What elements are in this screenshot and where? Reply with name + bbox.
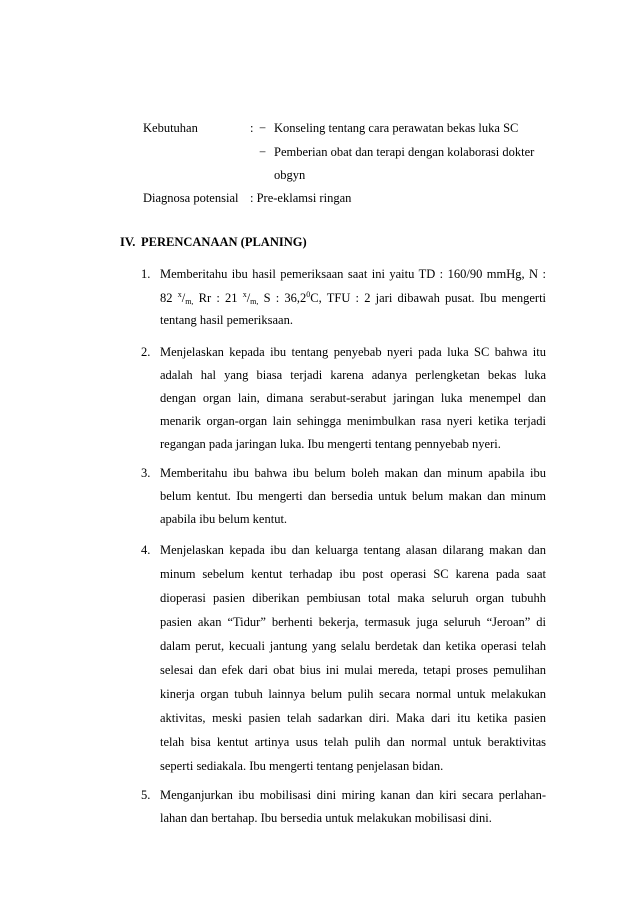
list-item-line: seperti sediakala. Ibu mengerti tentang penjelasan bidan. — [160, 759, 444, 773]
list-item-line: lahan dan bertahap. Ibu bersedia untuk melakukan mobilisasi dini. — [160, 811, 492, 825]
list-item-line: selesai dan efek dari obat bius ini mulai mereda, tetapi proses pemulihan — [160, 663, 546, 677]
section-number: IV. — [120, 235, 136, 249]
kebutuhan-label: Kebutuhan — [143, 121, 198, 135]
list-item-line: dalam perut, kecuali jantung yang selalu berdetak dan ketika operasi telah — [160, 639, 546, 653]
kebutuhan-item: Pemberian obat dan terapi dengan kolaborasi dokter — [274, 145, 535, 159]
list-item-line: belum kentut. Ibu mengerti dan bersedia untuk belum makan dan minum — [160, 489, 546, 503]
list-item-number: 2. — [141, 345, 151, 359]
list-item-number: 3. — [141, 466, 151, 480]
per-minute-unit: $^x/_{m,}$ — [177, 290, 194, 306]
degree-mark: 0 — [306, 290, 311, 299]
list-item-line: apabila ibu belum kentut. — [160, 512, 288, 526]
list-item-line: Menganjurkan ibu mobilisasi dini miring kanan dan kiri secara perlahan- — [160, 788, 546, 802]
list-item-line: menarik organ-organ lain sehingga menimbulkan rasa nyeri ketika terjadi — [160, 414, 546, 428]
list-item-line: minum sebelum kentut terhadap ibu post operasi SC karena pada saat — [160, 567, 546, 581]
list-item-line: regangan pada jaringan luka. Ibu mengerti tentang pennyebab nyeri. — [160, 437, 501, 451]
list-item-number: 5. — [141, 788, 151, 802]
list-item-line: telah bisa kentut artinya usus telah pulih dan normal untuk beraktivitas — [160, 735, 546, 749]
list-item-line: Memberitahu ibu hasil pemeriksaan saat ini yaitu TD : 160/90 mmHg, N : — [160, 267, 546, 281]
list-item-line: Menjelaskan kepada ibu dan keluarga tentang alasan dilarang makan dan — [160, 543, 546, 557]
respiration-value: Rr : 21 — [198, 291, 238, 305]
pulse-value: 82 — [160, 291, 173, 305]
kebutuhan-item: obgyn — [274, 168, 306, 182]
list-item-line: Memberitahu ibu bahwa ibu belum boleh makan dan minum apabila ibu — [160, 466, 546, 480]
list-item-line: tentang hasil pemeriksaan. — [160, 313, 293, 327]
list-item-line: pasien akan “Tidur” berhenti bekerja, termasuk juga seluruh “Jeroan” di — [160, 615, 546, 629]
list-item-line: dioperasi pasien diberikan pembiusan total maka seluruh organ tubuhh — [160, 591, 546, 605]
diagnosa-value: : Pre-eklamsi ringan — [250, 191, 352, 205]
list-item-number: 4. — [141, 543, 151, 557]
bullet-dash: − — [259, 121, 267, 135]
section-title: PERENCANAAN (PLANING) — [141, 235, 307, 249]
list-item-line: aktivitas, meski pasien telah sadarkan diri. Maka dari itu ketika pasien — [160, 711, 546, 725]
bullet-dash: − — [259, 145, 267, 159]
per-minute-unit: $^x/_{m,}$ — [242, 290, 259, 306]
kebutuhan-item: Konseling tentang cara perawatan bekas luka SC — [274, 121, 519, 135]
list-item-line: dengan organ lain, dimana serabut-serabut jaringan luka menempel dan — [160, 391, 546, 405]
list-item-number: 1. — [141, 267, 151, 281]
kebutuhan-colon: : — [250, 121, 254, 135]
vital-signs-rest: C, TFU : 2 jari dibawah pusat. Ibu mengerti — [310, 291, 547, 305]
vital-signs-line — [160, 290, 546, 306]
list-item-line: kinerja organ tubuh lainnya belum pulih secara normal untuk melakukan — [160, 687, 546, 701]
diagnosa-label: Diagnosa potensial — [143, 191, 239, 205]
list-item-line: Menjelaskan kepada ibu tentang penyebab nyeri pada luka SC bahwa itu — [160, 345, 546, 359]
list-item-line: adalah hal yang biasa terjadi karena adanya perlengketan bekas luka — [160, 368, 546, 382]
temperature-value: S : 36,2 — [263, 291, 307, 305]
